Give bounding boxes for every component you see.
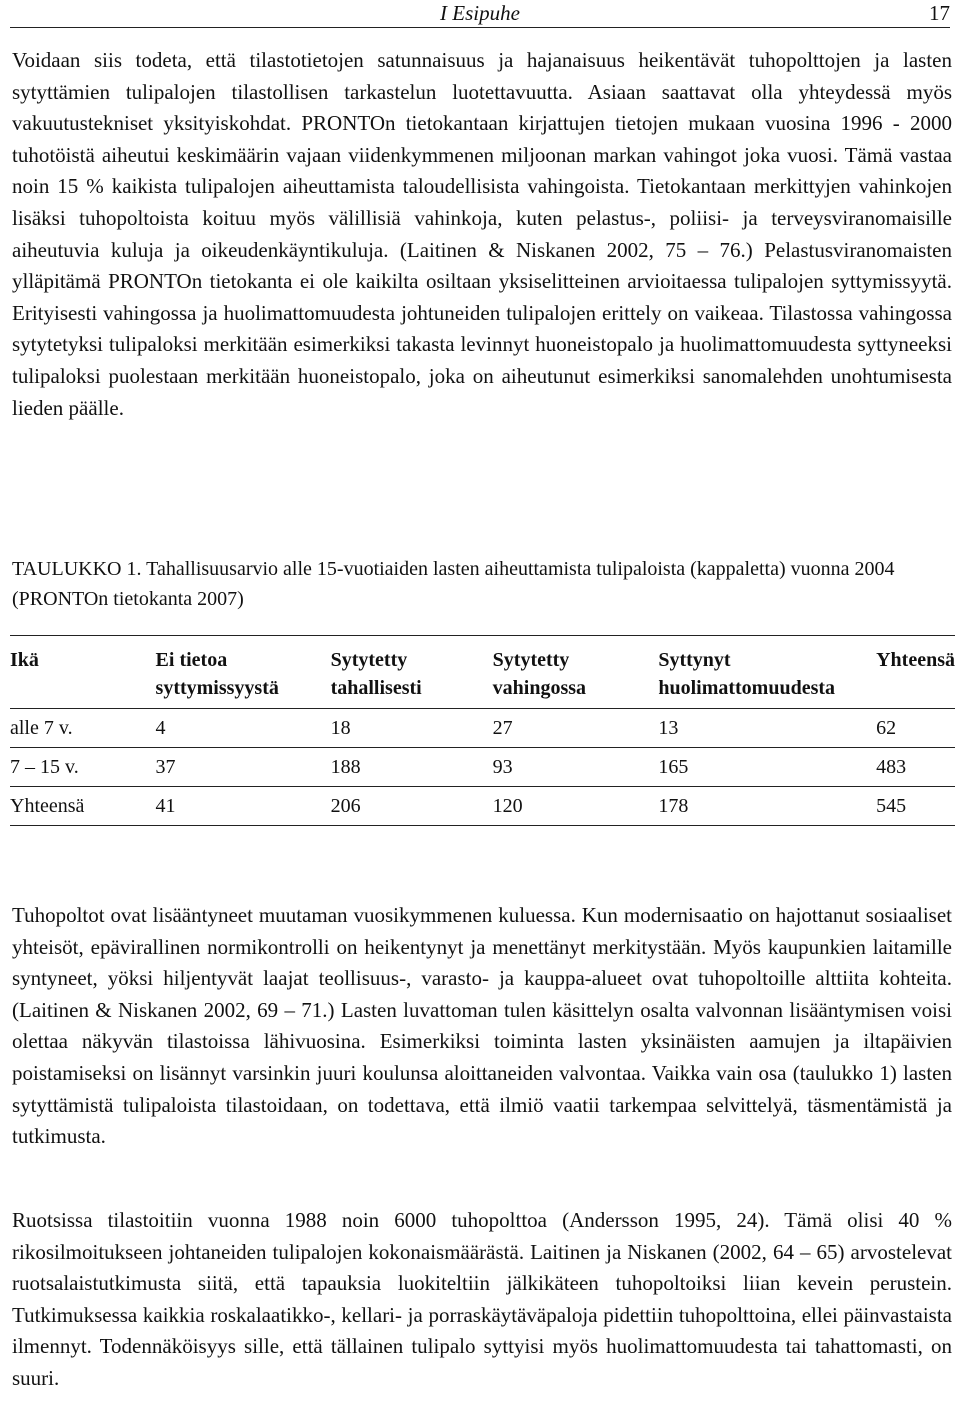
table-cell: 7 – 15 v. [10,748,156,787]
table-cell: 37 [156,748,331,787]
table-cell: 178 [658,787,876,826]
table-cell: 483 [876,748,955,787]
header-cell: Ikä [10,649,39,671]
page-header [10,0,950,28]
table-row [10,709,955,748]
table-cell: 165 [658,748,876,787]
header-cell: Yhteensä [876,649,955,671]
table-container [10,635,955,826]
table-row [10,748,955,787]
table-cell: Yhteensä [10,787,156,826]
table-row [10,787,955,826]
header-cell: Sytytetty vahingossa [492,649,587,699]
header-cell: Syttynyt huolimattomuudesta [658,649,836,699]
chapter-title: I Esipuhe [440,1,520,25]
table-cell: 188 [331,748,493,787]
paragraph-2: Tuhopoltot ovat lisääntyneet muutaman vuosikymmenen kuluessa. Kun modernisaatio on hajottanut sosiaaliset yhteisöt, epävirallinen normikontrolli on heikentynyt ja menettänyt merkitystään. Myös kaupunkien laitamille syntyneet, yöksi hiljentyvät laajat teollisuus-, varasto- ja kauppa-alueet ovat tuhopoltoille alttiita kohteita. (Laitinen & Niskanen 2002, 69 – 71.) Lasten luvattoman tulen käsittelyn osalta valvonnan lisääntymisen voisi olettaa näkyvän tilastoissa lähivuosina. Esimerkiksi toiminta lasten yksinäisten aamujen ja iltapäivien poistamiseksi on lisännyt varsinkin juuri koulunsa aloittaneiden valvontaa. Vaikka vain osa (taulukko 1) lasten sytyttämistä tulipaloista tilastoidaan, on todettava, että ilmiö vaatii tarkempaa selvittelyä, täsmentämistä ja tutkimusta. [12,903,952,1149]
table-cell: 13 [658,709,876,748]
table-cell: 62 [876,709,955,748]
table-cell: 120 [493,787,659,826]
data-table [10,635,955,826]
table-cell: 18 [331,709,493,748]
table-cell: 93 [493,748,659,787]
table-cell: alle 7 v. [10,709,156,748]
table-cell: 545 [876,787,955,826]
table-cell: 4 [156,709,331,748]
page-number: 17 [929,1,950,25]
header-cell: Sytytetty tahallisesti [330,649,422,699]
paragraph-3: Ruotsissa tilastoitiin vuonna 1988 noin 6000 tuhopolttoa (Andersson 1995, 24). Tämä olisi 40 % rikosilmoitukseen johtaneiden tulipalojen kokonaismäärästä. Laitinen ja Niskanen (2002, 64 – 65) arvostelevat ruotsalaistutkimusta siitä, että tapauksia luokiteltiin jälkikäteen tuhopoltoiksi liian kevein perustein. Tutkimuksessa kaikkia roskalaatikko-, kellari- ja porraskäytäväpaloja pidettiin tuhopolttoina, ellei päinvastaista ilmennyt. Todennäköisyys sille, että tällainen tulipalo syttyisi myös huolimattomuudesta tai tahattomasti, on suuri. [12,1208,952,1390]
table-header-row [10,636,955,709]
table-cell: 27 [493,709,659,748]
table-caption: TAULUKKO 1. Tahallisuusarvio alle 15-vuotiaiden lasten aiheuttamista tulipaloista (kappaletta) vuonna 2004 (PRONTOn tietokanta 2007) [12,558,895,610]
table-cell: 41 [156,787,331,826]
table-cell: 206 [331,787,493,826]
header-cell: Ei tietoa syttymissyystä [155,649,279,699]
paragraph-1: Voidaan siis todeta, että tilastotietojen satunnaisuus ja hajanaisuus heikentävät tuhopolttojen ja lasten sytyttämien tulipalojen tilastollisen tarkastelun luotettavuutta. Asiaan saattavat olla yhteydessä myös vakuutustekniset yksityiskohdat. PRONTOn tietokantaan kirjattujen tietojen mukaan vuosina 1996 - 2000 tuhotöistä aiheutui keskimäärin vajaan viidenkymmenen miljoonan markan vahingot joka vuosi. Tämä vastaa noin 15 % kaikista tulipalojen aiheuttamista taloudellisista vahingoista. Tietokantaan merkittyjen vahinkojen lisäksi tuhopoltoista koituu myös välillisiä vahinkoja, kuten pelastus-, poliisi- ja terveysviranomaisille aiheutuvia kuluja ja oikeudenkäyntikuluja. (Laitinen & Niskanen 2002, 75 – 76.) Pelastusviranomaisten ylläpitämä PRONTOn tietokanta ei ole kaikilta osiltaan yksiselitteinen arvioitaessa tulipalojen syttymissyytä. Erityisesti vahingossa ja huolimattomuudesta johtuneiden tulipalojen erittely on vaikeaa. Tilastossa vahingossa sytytetyksi tulipaloksi merkitään esimerkiksi takasta levinnyt huoneistopalo ja huolimattomuudesta syttyneeksi tulipaloksi puolestaan merkitään huoneistopalo, joka on aiheutunut esimerkiksi sanomalehden unohtumisesta lieden päälle. [12,48,952,420]
